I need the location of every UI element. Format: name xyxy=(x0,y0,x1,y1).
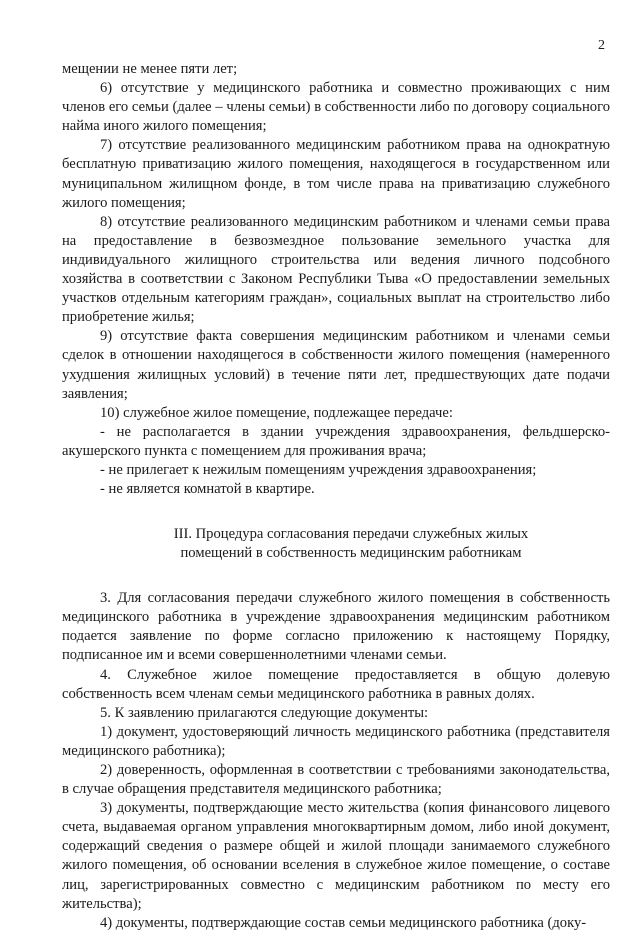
clause-5-item-4: 4) документы, подтверждающие состав семьи медицинского работника (доку- xyxy=(100,914,587,931)
item-6: 6) отсутствие у медицинского работника и совместно проживающих с ним членов его семьи (далее – члены семьи) в собственности либо по договору социального найма иного жилого помещения; xyxy=(62,80,610,135)
clause-5-item-3: 3) документы, подтверждающие место жительства (копия финансового лицевого счета, выдаваемая органом управления многоквартирным домом, либо иной документ, содержащий сведения о размере общей и жилой площади занимаемого служебного жилого помещения, об основании вселения в служебное жилое помещение, о составе лиц, зарегистрированных совместно с медицинским работником по месту его жительства); xyxy=(62,800,610,912)
section-heading-line-1: III. Процедура согласования передачи служебных жилых xyxy=(173,526,529,543)
clause-5-item-2: 2) доверенность, оформленная в соответствии с требованиями законодательства, в случае обращения представителя медицинского работника; xyxy=(62,762,610,798)
item-8: 8) отсутствие реализованного медицинским работником и членами семьи права на предоставление в безвозмездное пользование земельного участка для индивидуального жилищного строительства или ведения личного подсобного хозяйства в соответствии с Законом Республики Тыва «О предоставлении земельных участков отдельным категориям граждан», социальных выплат на строительство либо приобретение жилья; xyxy=(62,213,610,326)
item-10-bullet-2: - не прилегает к нежилым помещениям учреждения здравоохранения; xyxy=(100,461,537,478)
clause-5: 5. К заявлению прилагаются следующие документы: xyxy=(100,704,429,721)
item-10-bullet-3: - не является комнатой в квартире. xyxy=(100,481,315,498)
clause-3: 3. Для согласования передачи служебного жилого помещения в собственность медицинского работника в учреждение здравоохранения медицинским работником подается заявление по форме согласно приложению к настоящему Порядку, подписанное им и всеми совершеннолетними членами семьи. xyxy=(62,590,610,664)
clause-4: 4. Служебное жилое помещение предоставляется в общую долевую собственность всем членам семьи медицинского работника в равных долях. xyxy=(62,666,610,702)
clause-5-item-1: 1) документ, удостоверяющий личность медицинского работника (представителя медицинского работника); xyxy=(62,723,610,759)
item-9: 9) отсутствие факта совершения медицинским работником и членами семьи сделок в отношении находящегося в собственности жилого помещения (намеренного ухудшения жилищных условий) в течение пяти лет, предшествующих дате подачи заявления; xyxy=(62,328,610,402)
continuation-text: мещении не менее пяти лет; xyxy=(62,61,238,77)
item-7: 7) отсутствие реализованного медицинским работником права на однократную бесплатную приватизацию жилого помещения, находящегося в государственном или муниципальном жилищном фонде, в том числе права на приватизацию служебного жилого помещения; xyxy=(62,137,610,211)
item-10-bullet-1: - не располагается в здании учреждения здравоохранения, фельдшерско-акушерского пункта с помещением для проживания врача; xyxy=(62,423,610,459)
item-10: 10) служебное жилое помещение, подлежащее передаче: xyxy=(100,404,453,421)
document-body xyxy=(62,60,610,933)
section-heading-line-2: помещений в собственность медицинским работникам xyxy=(180,545,522,562)
page-number: 2 xyxy=(598,38,605,53)
section-heading xyxy=(62,525,610,563)
